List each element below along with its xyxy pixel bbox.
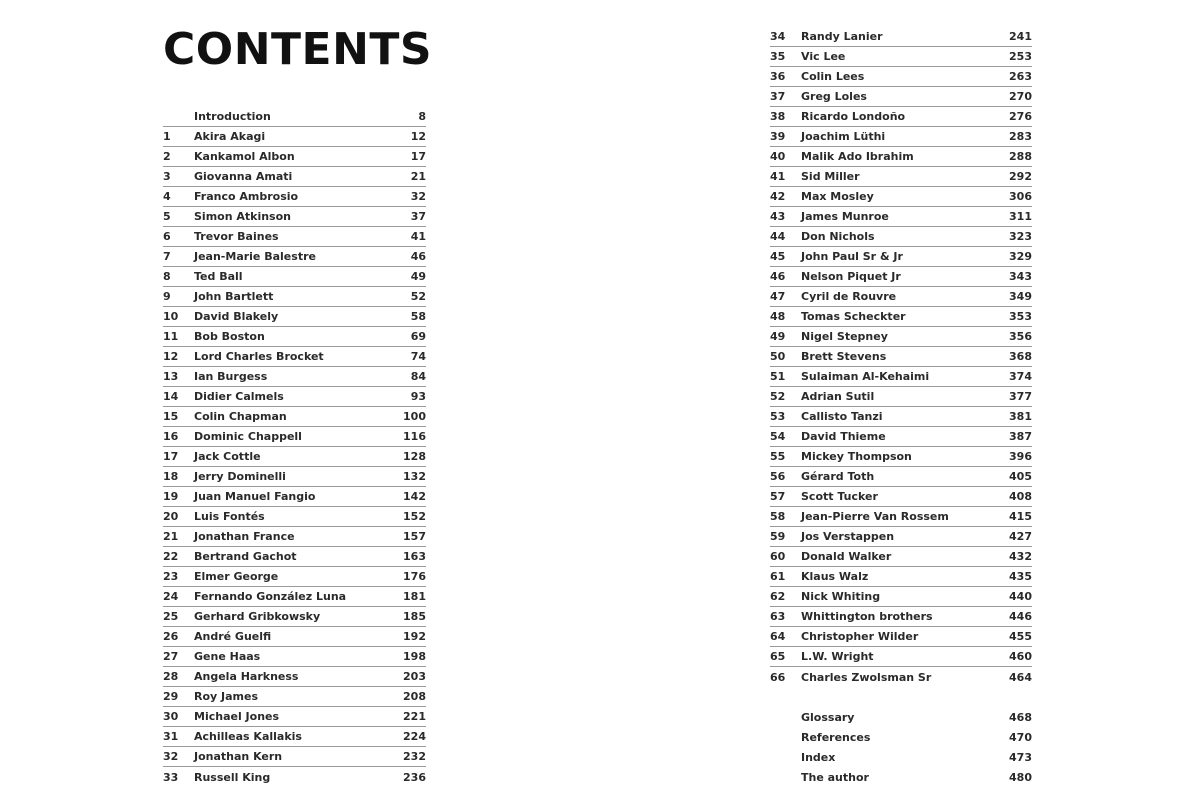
chapter-title: Gérard Toth <box>801 470 875 483</box>
page-number: 74 <box>410 350 426 363</box>
page-number: 142 <box>403 490 426 503</box>
chapter-entry <box>163 147 426 167</box>
page-number: 415 <box>1009 510 1032 523</box>
chapter-number: 65 <box>770 650 786 663</box>
chapter-number: 50 <box>770 350 786 363</box>
chapter-number: 16 <box>163 430 179 443</box>
chapter-entry <box>770 147 1032 167</box>
page-number: 408 <box>1009 490 1032 503</box>
page-number: 84 <box>410 370 426 383</box>
chapter-title: John Bartlett <box>194 290 274 303</box>
chapter-title: Bertrand Gachot <box>194 550 297 563</box>
page-number: 52 <box>410 290 426 303</box>
page-number: 8 <box>418 110 426 123</box>
chapter-number: 56 <box>770 470 786 483</box>
page-number: 356 <box>1009 330 1032 343</box>
chapter-number: 3 <box>163 170 171 183</box>
page-number: 224 <box>403 730 426 743</box>
page-number: 468 <box>1009 710 1032 724</box>
chapter-number: 35 <box>770 50 786 63</box>
chapter-entry <box>163 367 426 387</box>
chapter-title: André Guelfi <box>194 630 272 643</box>
page-number: 100 <box>403 410 426 423</box>
chapter-number: 49 <box>770 330 786 343</box>
chapter-title: Jean-Pierre Van Rossem <box>801 510 949 523</box>
contents-entry <box>770 727 1032 747</box>
chapter-title: Luis Fontés <box>194 510 265 523</box>
page-number: 181 <box>403 590 426 603</box>
page-number: 464 <box>1009 670 1032 684</box>
page-number: 185 <box>403 610 426 623</box>
page-number: 292 <box>1009 170 1032 183</box>
chapter-entry <box>770 527 1032 547</box>
chapter-number: 12 <box>163 350 179 363</box>
chapter-title: Scott Tucker <box>801 490 878 503</box>
page-number: 37 <box>410 210 426 223</box>
page-number: 176 <box>403 570 426 583</box>
chapter-entry <box>770 67 1032 87</box>
page-number: 93 <box>410 390 426 403</box>
chapter-entry <box>163 427 426 447</box>
chapter-number: 42 <box>770 190 786 203</box>
chapter-number: 13 <box>163 370 179 383</box>
chapter-entry <box>163 307 426 327</box>
chapter-number: 9 <box>163 290 171 303</box>
chapter-title: Akira Akagi <box>194 130 266 143</box>
chapter-number: 52 <box>770 390 786 403</box>
chapter-number: 36 <box>770 70 786 83</box>
chapter-entry <box>163 567 426 587</box>
chapter-title: Nigel Stepney <box>801 330 888 343</box>
chapter-title: Ricardo Londoño <box>801 110 906 123</box>
chapter-number: 62 <box>770 590 786 603</box>
contents-left-column <box>163 107 426 787</box>
chapter-number: 5 <box>163 210 171 223</box>
page-number: 283 <box>1009 130 1032 143</box>
chapter-title: Jack Cottle <box>194 450 261 463</box>
chapter-title: The author <box>801 770 869 784</box>
chapter-title: L.W. Wright <box>801 650 874 663</box>
chapter-entry <box>770 547 1032 567</box>
chapter-entry <box>163 607 426 627</box>
chapter-title: Colin Chapman <box>194 410 287 423</box>
page-number: 232 <box>403 750 426 763</box>
page-number: 427 <box>1009 530 1032 543</box>
page-number: 387 <box>1009 430 1032 443</box>
page-number: 163 <box>403 550 426 563</box>
page-number: 157 <box>403 530 426 543</box>
chapter-entry <box>163 507 426 527</box>
chapter-number: 66 <box>770 670 786 684</box>
chapter-title: Franco Ambrosio <box>194 190 299 203</box>
chapter-number: 29 <box>163 690 179 703</box>
page-number: 460 <box>1009 650 1032 663</box>
chapter-entry <box>770 627 1032 647</box>
chapter-entry <box>163 747 426 767</box>
chapter-number: 41 <box>770 170 786 183</box>
page-number: 221 <box>403 710 426 723</box>
back-matter-list <box>770 707 1032 787</box>
chapter-number: 6 <box>163 230 171 243</box>
page-number: 203 <box>403 670 426 683</box>
chapter-number: 53 <box>770 410 786 423</box>
chapter-number: 17 <box>163 450 179 463</box>
chapter-entry <box>163 467 426 487</box>
chapter-title: John Paul Sr & Jr <box>801 250 903 263</box>
chapter-entry <box>770 607 1032 627</box>
chapter-entry <box>770 87 1032 107</box>
page-number: 32 <box>410 190 426 203</box>
chapter-number: 57 <box>770 490 786 503</box>
contents-entry <box>770 767 1032 787</box>
chapter-title: Giovanna Amati <box>194 170 293 183</box>
page-number: 46 <box>410 250 426 263</box>
chapter-title: Jos Verstappen <box>801 530 895 543</box>
chapter-title: Michael Jones <box>194 710 280 723</box>
page-number: 440 <box>1009 590 1032 603</box>
chapter-list <box>770 27 1032 687</box>
contents-entry <box>770 707 1032 727</box>
chapter-number: 25 <box>163 610 179 623</box>
chapter-title: Vic Lee <box>801 50 846 63</box>
chapter-title: Klaus Walz <box>801 570 869 583</box>
chapter-title: Trevor Baines <box>194 230 279 243</box>
chapter-entry <box>770 127 1032 147</box>
chapter-number: 46 <box>770 270 786 283</box>
chapter-title: Whittington brothers <box>801 610 933 623</box>
chapter-entry <box>770 247 1032 267</box>
chapter-number: 15 <box>163 410 179 423</box>
page-number: 128 <box>403 450 426 463</box>
chapter-entry <box>770 27 1032 47</box>
chapter-entry <box>770 227 1032 247</box>
chapter-title: Jonathan Kern <box>194 750 283 763</box>
chapter-entry <box>163 247 426 267</box>
chapter-entry <box>163 667 426 687</box>
chapter-title: Randy Lanier <box>801 30 883 43</box>
page-number: 432 <box>1009 550 1032 563</box>
chapter-entry <box>770 187 1032 207</box>
chapter-title: Joachim Lüthi <box>801 130 886 143</box>
chapter-number: 8 <box>163 270 171 283</box>
chapter-title: Dominic Chappell <box>194 430 302 443</box>
chapter-number: 1 <box>163 130 171 143</box>
chapter-title: Nelson Piquet Jr <box>801 270 901 283</box>
chapter-entry <box>770 427 1032 447</box>
page-number: 323 <box>1009 230 1032 243</box>
chapter-entry <box>770 107 1032 127</box>
chapter-title: Donald Walker <box>801 550 892 563</box>
chapter-number: 24 <box>163 590 179 603</box>
chapter-number: 40 <box>770 150 786 163</box>
chapter-entry <box>770 487 1032 507</box>
chapter-number: 27 <box>163 650 179 663</box>
chapter-number: 58 <box>770 510 786 523</box>
chapter-title: Cyril de Rouvre <box>801 290 897 303</box>
page-number: 69 <box>410 330 426 343</box>
chapter-number: 18 <box>163 470 179 483</box>
chapter-entry <box>770 587 1032 607</box>
chapter-entry <box>163 627 426 647</box>
page-number: 329 <box>1009 250 1032 263</box>
chapter-title: Ted Ball <box>194 270 243 283</box>
page-number: 49 <box>410 270 426 283</box>
chapter-number: 14 <box>163 390 179 403</box>
chapter-title: Don Nichols <box>801 230 875 243</box>
page-number: 132 <box>403 470 426 483</box>
page-number: 288 <box>1009 150 1032 163</box>
chapter-title: James Munroe <box>801 210 889 223</box>
chapter-entry <box>770 327 1032 347</box>
page-number: 480 <box>1009 770 1032 784</box>
chapter-number: 26 <box>163 630 179 643</box>
chapter-title: Juan Manuel Fangio <box>194 490 316 503</box>
chapter-number: 22 <box>163 550 179 563</box>
chapter-title: Didier Calmels <box>194 390 284 403</box>
chapter-entry <box>163 267 426 287</box>
chapter-number: 55 <box>770 450 786 463</box>
page-number: 377 <box>1009 390 1032 403</box>
chapter-title: Angela Harkness <box>194 670 299 683</box>
chapter-title: Jean-Marie Balestre <box>194 250 316 263</box>
page-number: 374 <box>1009 370 1032 383</box>
chapter-title: Mickey Thompson <box>801 450 912 463</box>
chapter-entry <box>163 527 426 547</box>
chapter-entry <box>163 327 426 347</box>
chapter-number: 51 <box>770 370 786 383</box>
chapter-entry <box>163 167 426 187</box>
chapter-title: Malik Ado Ibrahim <box>801 150 914 163</box>
chapter-entry <box>770 467 1032 487</box>
chapter-title: Kankamol Albon <box>194 150 295 163</box>
chapter-entry <box>770 167 1032 187</box>
chapter-number: 47 <box>770 290 786 303</box>
page-number: 198 <box>403 650 426 663</box>
page-number: 455 <box>1009 630 1032 643</box>
chapter-title: Glossary <box>801 710 855 724</box>
chapter-title: Brett Stevens <box>801 350 887 363</box>
chapter-number: 31 <box>163 730 179 743</box>
chapter-entry <box>770 207 1032 227</box>
chapter-number: 33 <box>163 770 179 784</box>
page-number: 368 <box>1009 350 1032 363</box>
chapter-number: 43 <box>770 210 786 223</box>
page-number: 470 <box>1009 730 1032 744</box>
page-number: 192 <box>403 630 426 643</box>
chapter-number: 32 <box>163 750 179 763</box>
chapter-number: 4 <box>163 190 171 203</box>
page-number: 208 <box>403 690 426 703</box>
chapter-entry <box>163 127 426 147</box>
page-number: 349 <box>1009 290 1032 303</box>
page-number: 41 <box>410 230 426 243</box>
chapter-title: Colin Lees <box>801 70 865 83</box>
chapter-number: 39 <box>770 130 786 143</box>
chapter-entry <box>163 587 426 607</box>
chapter-title: References <box>801 730 871 744</box>
page-number: 263 <box>1009 70 1032 83</box>
chapter-number: 10 <box>163 310 179 323</box>
chapter-entry <box>163 387 426 407</box>
chapter-title: Elmer George <box>194 570 279 583</box>
chapter-entry <box>163 447 426 467</box>
chapter-entry <box>770 287 1032 307</box>
page-number: 473 <box>1009 750 1032 764</box>
chapter-entry <box>770 407 1032 427</box>
chapter-title: Nick Whiting <box>801 590 881 603</box>
page-number: 311 <box>1009 210 1032 223</box>
page-number: 435 <box>1009 570 1032 583</box>
contents-entry <box>770 747 1032 767</box>
chapter-title: Sid Miller <box>801 170 860 183</box>
chapter-entry <box>163 727 426 747</box>
chapter-number: 7 <box>163 250 171 263</box>
page-number: 343 <box>1009 270 1032 283</box>
page-title: CONTENTS <box>163 24 433 75</box>
chapter-number: 44 <box>770 230 786 243</box>
chapter-title: David Thieme <box>801 430 886 443</box>
chapter-entry <box>770 307 1032 327</box>
chapter-number: 38 <box>770 110 786 123</box>
chapter-title: Greg Loles <box>801 90 867 103</box>
page-number: 381 <box>1009 410 1032 423</box>
chapter-title: Index <box>801 750 836 764</box>
chapter-title: Russell King <box>194 770 271 784</box>
chapter-entry <box>163 687 426 707</box>
chapter-title: Fernando González Luna <box>194 590 347 603</box>
chapter-title: Achilleas Kallakis <box>194 730 302 743</box>
chapter-entry <box>163 287 426 307</box>
chapter-title: Sulaiman Al-Kehaimi <box>801 370 930 383</box>
chapter-title: Ian Burgess <box>194 370 268 383</box>
chapter-title: Christopher Wilder <box>801 630 919 643</box>
chapter-number: 48 <box>770 310 786 323</box>
chapter-number: 59 <box>770 530 786 543</box>
chapter-title: Lord Charles Brocket <box>194 350 324 363</box>
chapter-entry <box>770 347 1032 367</box>
chapter-title: Gene Haas <box>194 650 261 663</box>
chapter-number: 20 <box>163 510 179 523</box>
chapter-number: 34 <box>770 30 786 43</box>
chapter-entry <box>770 667 1032 687</box>
chapter-entry <box>163 207 426 227</box>
chapter-title: Roy James <box>194 690 259 703</box>
chapter-title: Simon Atkinson <box>194 210 291 223</box>
chapter-number: 23 <box>163 570 179 583</box>
page-number: 253 <box>1009 50 1032 63</box>
page-number: 152 <box>403 510 426 523</box>
page-number: 241 <box>1009 30 1032 43</box>
page-number: 306 <box>1009 190 1032 203</box>
chapter-number: 30 <box>163 710 179 723</box>
chapter-number: 19 <box>163 490 179 503</box>
contents-entry <box>163 107 426 127</box>
page-number: 276 <box>1009 110 1032 123</box>
page-number: 270 <box>1009 90 1032 103</box>
chapter-number: 61 <box>770 570 786 583</box>
page-number: 396 <box>1009 450 1032 463</box>
chapter-number: 54 <box>770 430 786 443</box>
chapter-entry <box>163 707 426 727</box>
chapter-entry <box>770 647 1032 667</box>
chapter-entry <box>770 507 1032 527</box>
chapter-entry <box>163 547 426 567</box>
chapter-title: Introduction <box>194 110 271 123</box>
chapter-number: 2 <box>163 150 171 163</box>
chapter-number: 28 <box>163 670 179 683</box>
chapter-entry <box>163 187 426 207</box>
chapter-title: Tomas Scheckter <box>801 310 906 323</box>
chapter-title: Max Mosley <box>801 190 874 203</box>
chapter-title: Bob Boston <box>194 330 265 343</box>
chapter-number: 37 <box>770 90 786 103</box>
chapter-entry <box>163 647 426 667</box>
page-number: 17 <box>410 150 426 163</box>
chapter-title: Charles Zwolsman Sr <box>801 670 932 684</box>
chapter-title: David Blakely <box>194 310 279 323</box>
chapter-number: 63 <box>770 610 786 623</box>
page-number: 236 <box>403 770 426 784</box>
chapter-title: Jonathan France <box>194 530 295 543</box>
chapter-number: 21 <box>163 530 179 543</box>
chapter-number: 45 <box>770 250 786 263</box>
page-number: 405 <box>1009 470 1032 483</box>
chapter-entry <box>163 227 426 247</box>
chapter-entry <box>770 567 1032 587</box>
chapter-entry <box>770 447 1032 467</box>
chapter-number: 64 <box>770 630 786 643</box>
chapter-title: Callisto Tanzi <box>801 410 883 423</box>
chapter-entry <box>163 347 426 367</box>
page-number: 21 <box>410 170 426 183</box>
contents-right-column <box>770 27 1032 787</box>
chapter-entry <box>163 767 426 787</box>
chapter-entry <box>770 47 1032 67</box>
chapter-title: Gerhard Gribkowsky <box>194 610 321 623</box>
chapter-entry <box>163 407 426 427</box>
page-number: 353 <box>1009 310 1032 323</box>
page-number: 12 <box>410 130 426 143</box>
page-number: 116 <box>403 430 426 443</box>
chapter-title: Jerry Dominelli <box>194 470 286 483</box>
chapter-entry <box>163 487 426 507</box>
chapter-number: 60 <box>770 550 786 563</box>
chapter-number: 11 <box>163 330 179 343</box>
chapter-entry <box>770 367 1032 387</box>
chapter-title: Adrian Sutil <box>801 390 875 403</box>
chapter-entry <box>770 387 1032 407</box>
chapter-entry <box>770 267 1032 287</box>
page-number: 446 <box>1009 610 1032 623</box>
page-number: 58 <box>410 310 426 323</box>
